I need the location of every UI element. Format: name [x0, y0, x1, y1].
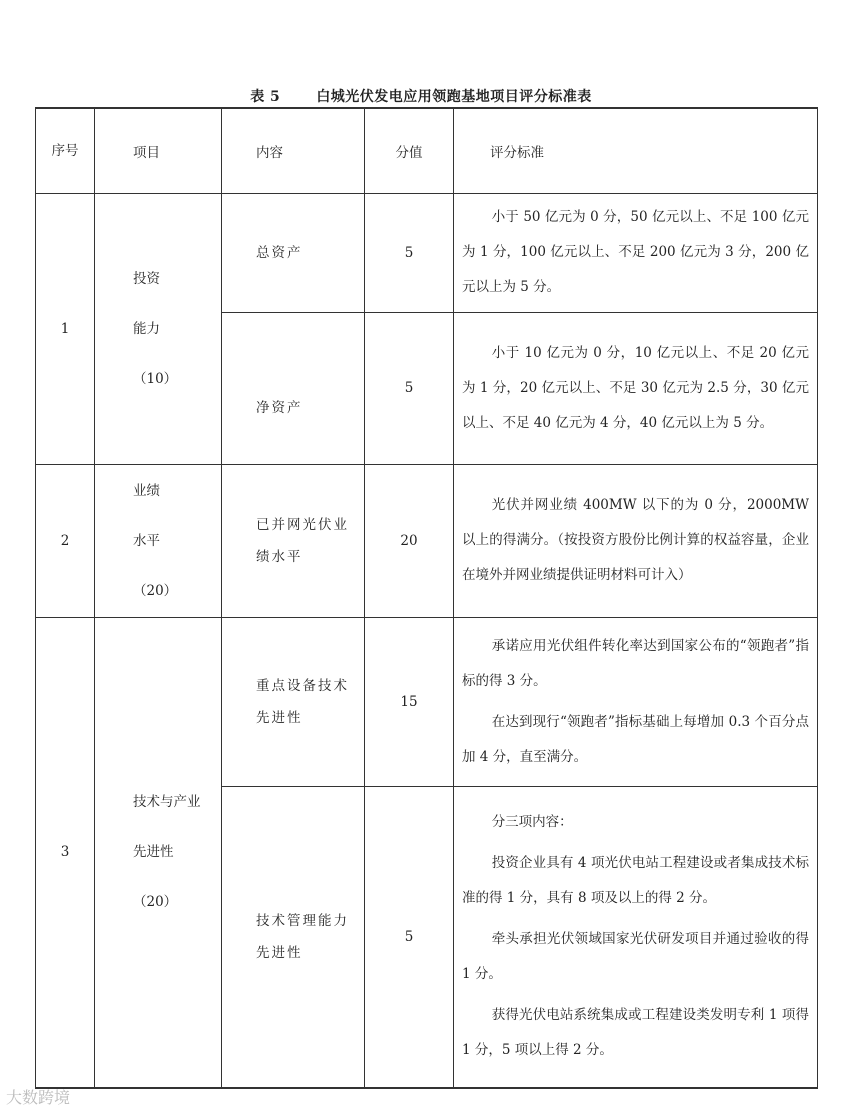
- item-line: 能力: [133, 320, 160, 337]
- criteria-text: 投资企业具有 4 项光伏电站工程建设或者集成技术标准的得 1 分，具有 8 项及以上的得 2 分。: [462, 855, 809, 907]
- item-line: 业绩: [133, 482, 160, 499]
- watermark: 大数跨境: [6, 1088, 71, 1107]
- criteria-text: 分三项内容：: [491, 814, 573, 831]
- table-row: [36, 193, 818, 312]
- row-content: 净资产: [222, 312, 365, 464]
- header-criteria: 评分标准: [454, 108, 818, 193]
- row-content: 技术管理能力先进性: [222, 786, 365, 1088]
- header-row: [36, 108, 818, 193]
- table-title: [0, 86, 842, 106]
- criteria-text: 在达到现行“领跑者”指标基础上每增加 0.3 个百分点加 4 分，直至满分。: [462, 713, 809, 765]
- row-criteria: [454, 312, 818, 464]
- criteria-text: 获得光伏电站系统集成或工程建设类发明专利 1 项得 1 分，5 项以上得 2 分。: [462, 1007, 809, 1059]
- item-line: 先进性: [133, 844, 174, 861]
- item-line: 水平: [133, 532, 160, 549]
- item-line: （20）: [133, 894, 178, 911]
- table-caption: 白城光伏发电应用领跑基地项目评分标准表: [316, 89, 592, 105]
- row-item: [95, 464, 222, 617]
- row-no: 2: [36, 464, 95, 617]
- row-content: 已并网光伏业绩水平: [222, 464, 365, 617]
- header-score: 分值: [365, 108, 454, 193]
- row-criteria: [454, 617, 818, 786]
- criteria-text: 小于 50 亿元为 0 分，50 亿元以上、不足 100 亿元为 1 分，100 亿元以上、不足 200 亿元为 3 分，200 亿元以上为 5 分。: [462, 209, 809, 295]
- row-score: 5: [365, 312, 454, 464]
- row-score: 5: [365, 193, 454, 312]
- row-content: 总资产: [222, 193, 365, 312]
- row-score: 20: [365, 464, 454, 617]
- item-line: （10）: [133, 370, 178, 387]
- criteria-text: 光伏并网业绩 400MW 以下的为 0 分，2000MW 以上的得满分。（按投资方股份比例计算的权益容量，企业在境外并网业绩提供证明材料可计入）: [462, 497, 809, 583]
- row-score: 5: [365, 786, 454, 1088]
- criteria-text: 承诺应用光伏组件转化率达到国家公布的“领跑者”指标的得 3 分。: [462, 637, 809, 689]
- row-no: 1: [36, 193, 95, 464]
- row-item: [95, 193, 222, 464]
- table-row: [36, 617, 818, 786]
- item-line: 技术与产业: [133, 794, 201, 811]
- item-line: （20）: [133, 582, 178, 599]
- row-score: 15: [365, 617, 454, 786]
- criteria-text: 牵头承担光伏领域国家光伏研发项目并通过验收的得 1 分。: [462, 931, 809, 983]
- item-line: 投资: [133, 270, 160, 287]
- header-content: 内容: [222, 108, 365, 193]
- row-item: [95, 617, 222, 1088]
- row-criteria: [454, 464, 818, 617]
- scoring-table: [35, 107, 818, 1089]
- header-no: 序号: [36, 108, 95, 193]
- row-content: 重点设备技术先进性: [222, 617, 365, 786]
- criteria-text: 小于 10 亿元为 0 分，10 亿元以上、不足 20 亿元为 1 分，20 亿元以上、不足 30 亿元为 2.5 分，30 亿元以上、不足 40 亿元为 4 分，40 亿元以上为 5 分。: [462, 344, 809, 431]
- row-criteria: [454, 193, 818, 312]
- header-item: 项目: [95, 108, 222, 193]
- row-criteria: [454, 786, 818, 1088]
- table-number: 表 5: [250, 89, 281, 105]
- row-no: 3: [36, 617, 95, 1088]
- table-row: [36, 464, 818, 617]
